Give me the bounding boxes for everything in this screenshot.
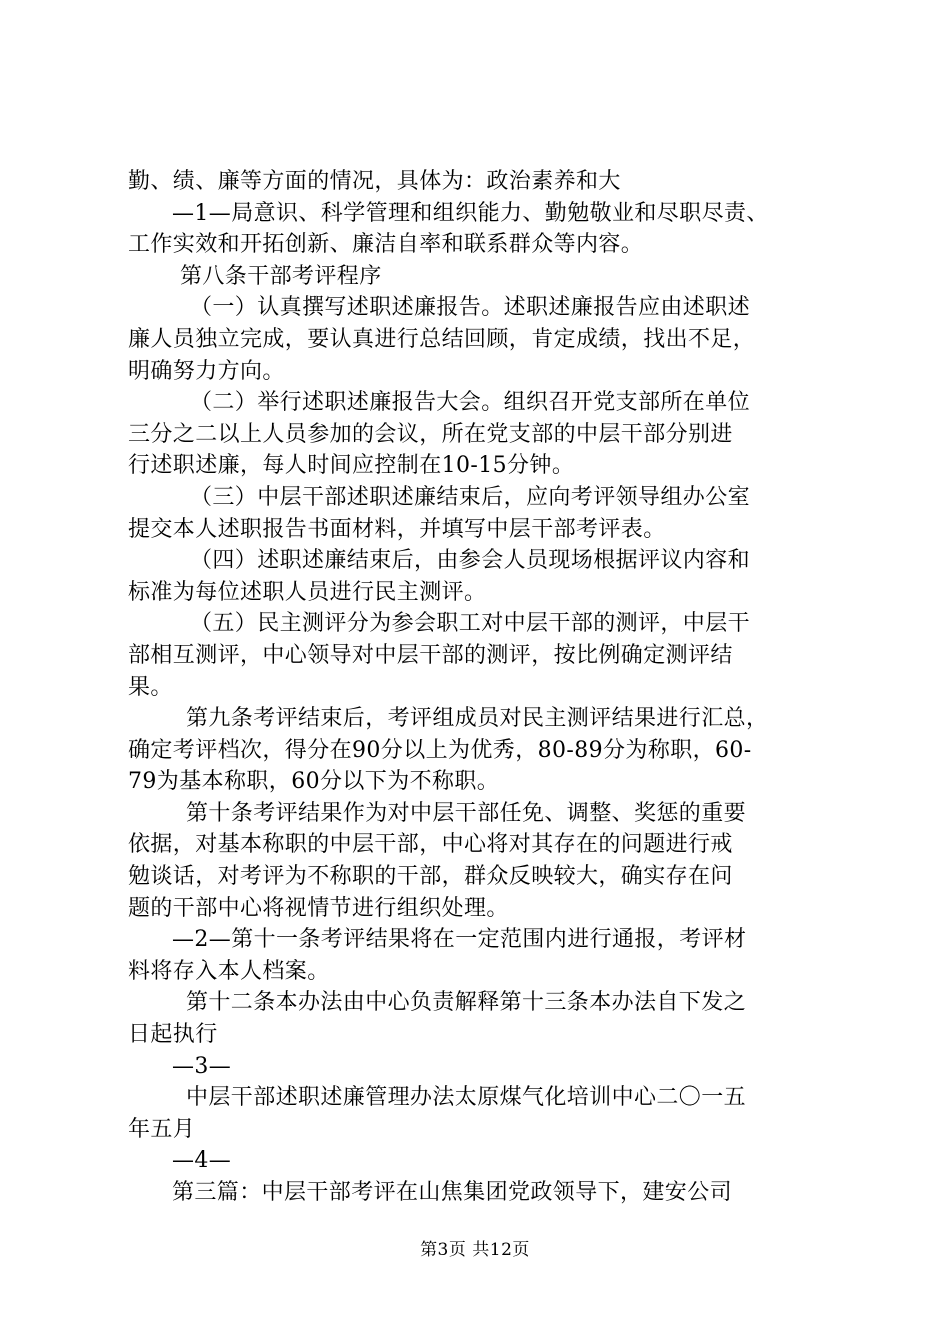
section-heading: 第三篇：中层干部考评在山焦集团党政领导下，建安公司: [172, 1180, 733, 1205]
text-line: 年五月: [128, 1116, 196, 1142]
text-line: 中层干部述职述廉管理办法太原煤气化培训中心二〇一五: [186, 1085, 747, 1111]
text-line: 提交本人述职报告书面材料，并填写中层干部考评表。: [128, 516, 666, 542]
text-line: 第九条考评结束后，考评组成员对民主测评结果进行汇总，: [186, 706, 769, 732]
text-line: （一）认真撰写述职述廉报告。述职述廉报告应由述职述: [190, 295, 751, 321]
text-line: （三）中层干部述职述廉结束后，应向考评领导组办公室: [190, 484, 751, 510]
text-line: 第十条考评结果作为对中层干部任免、调整、奖惩的重要: [186, 800, 747, 826]
text-line: 三分之二以上人员参加的会议，所在党支部的中层干部分别进: [128, 421, 733, 447]
text-line: 依据，对基本称职的中层干部，中心将对其存在的问题进行戒: [128, 832, 733, 858]
text-line: 勉谈话，对考评为不称职的干部，群众反映较大，确实存在问: [128, 864, 733, 890]
text-line: （五）民主测评分为参会职工对中层干部的测评，中层干: [190, 611, 751, 637]
document-body: [128, 166, 828, 1209]
text-line: 料将存入本人档案。: [128, 958, 330, 984]
text-line: （二）举行述职述廉报告大会。组织召开党支部所在单位: [190, 390, 751, 416]
text-line: 廉人员独立完成，要认真进行总结回顾，肯定成绩，找出不足，: [128, 326, 756, 352]
text-line: 行述职述廉，每人时间应控制在10-15分钟。: [128, 453, 575, 479]
text-line: 确定考评档次，得分在90分以上为优秀，80-89分为称职，60-: [128, 737, 752, 763]
text-line: —1—局意识、科学管理和组织能力、勤勉敬业和尽职尽责、: [172, 200, 769, 226]
text-line: 工作实效和开拓创新、廉洁自率和联系群众等内容。: [128, 232, 644, 258]
text-line: 明确努力方向。: [128, 358, 285, 384]
text-line: 标准为每位述职人员进行民主测评。: [128, 579, 487, 605]
page-number-footer: 第3页 共12页: [420, 1240, 530, 1260]
text-line: —2—第十一条考评结果将在一定范围内进行通报，考评材: [172, 927, 747, 953]
text-line: 部相互测评，中心领导对中层干部的测评，按比例确定测评结: [128, 642, 733, 668]
text-line: 果。: [128, 674, 173, 700]
page-marker: —4—: [172, 1148, 232, 1174]
text-line: （四）述职述廉结束后，由参会人员现场根据评议内容和: [190, 548, 751, 574]
section-heading: 第八条干部考评程序: [180, 263, 382, 289]
text-line: 第十二条本办法由中心负责解释第十三条本办法自下发之: [186, 990, 747, 1016]
text-line: 79为基本称职，60分以下为不称职。: [128, 769, 500, 795]
text-line: 题的干部中心将视情节进行组织处理。: [128, 895, 509, 921]
text-line: 日起执行: [128, 1022, 218, 1048]
page-marker: —3—: [172, 1053, 232, 1079]
text-line: 勤、绩、廉等方面的情况，具体为：政治素养和大: [128, 169, 621, 194]
